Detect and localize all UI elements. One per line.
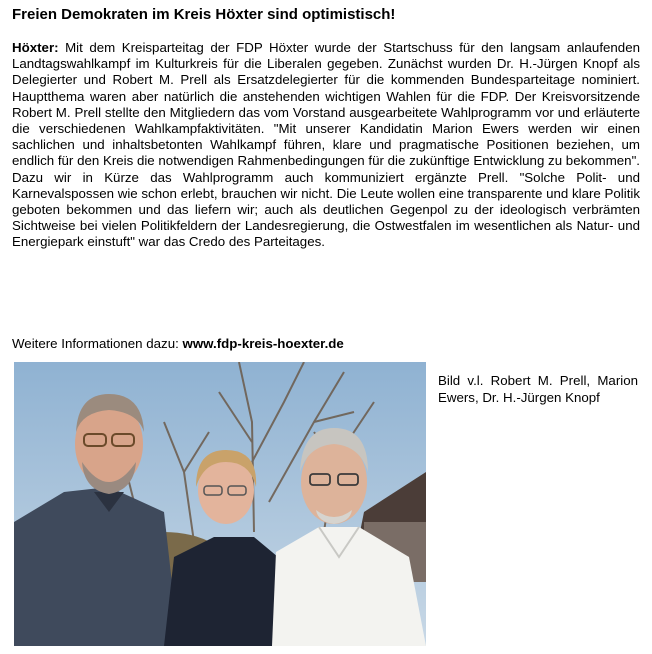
dateline: Höxter: bbox=[12, 40, 59, 55]
group-photo bbox=[14, 362, 426, 646]
info-label: Weitere Informationen dazu: bbox=[12, 336, 183, 351]
website-link[interactable]: www.fdp-kreis-hoexter.de bbox=[182, 336, 344, 351]
article-headline: Freien Demokraten im Kreis Höxter sind optimistisch! bbox=[12, 6, 396, 23]
article-body-text: Mit dem Kreisparteitag der FDP Höxter wurde der Startschuss für den langsam anlaufenden Landtagswahlkampf im Kulturkreis für die Liberalen gegeben. Zunächst wurden Dr. H.-Jürgen Knopf als Delegierter und Robert M. Prell als Ersatzdelegierter für die kommenden Bundesparteitage nominiert. Hauptthema waren aber natürlich die anstehenden wichtigen Wahlen für die FDP. Der Kreisvorsitzende Robert M. Prell stellte den Mitgliedern das vom Vorstand ausgearbeitete Wahlprogramm vor und erläuterte die verschiedenen Wahlkampfaktivitäten. "Mit unserer Kandidatin Marion Ewers werden wir einen sachlichen und inhaltsbetonten Wahlkampf führen, klare und pragmatische Positionen beziehen, um endlich für den Kreis die notwendigen Rahmenbedingungen für die zukünftige Entwicklung zu bekommen". Dazu wir in Kürze das Wahlprogramm auch kommuniziert ergänzte Prell. "Solche Polit- und Karnevalspossen wie schon erlebt, brauchen wir nicht. Die Leute wollen eine transparente und klare Politik geboten bekommen und das liefern wir; auch als deutlichen Gegenpol zu der ideologisch verbrämten Sichtweise bei vielen Politikfeldern der Landesregierung, die Ostwestfalen im wesentlichen als Natur- und Energiepark einstuft" war das Credo des Parteitages. bbox=[12, 40, 640, 250]
photo-caption: Bild v.l. Robert M. Prell, Marion Ewers, Dr. H.-Jürgen Knopf bbox=[438, 373, 638, 405]
info-line bbox=[12, 336, 344, 351]
article-body bbox=[12, 40, 640, 251]
